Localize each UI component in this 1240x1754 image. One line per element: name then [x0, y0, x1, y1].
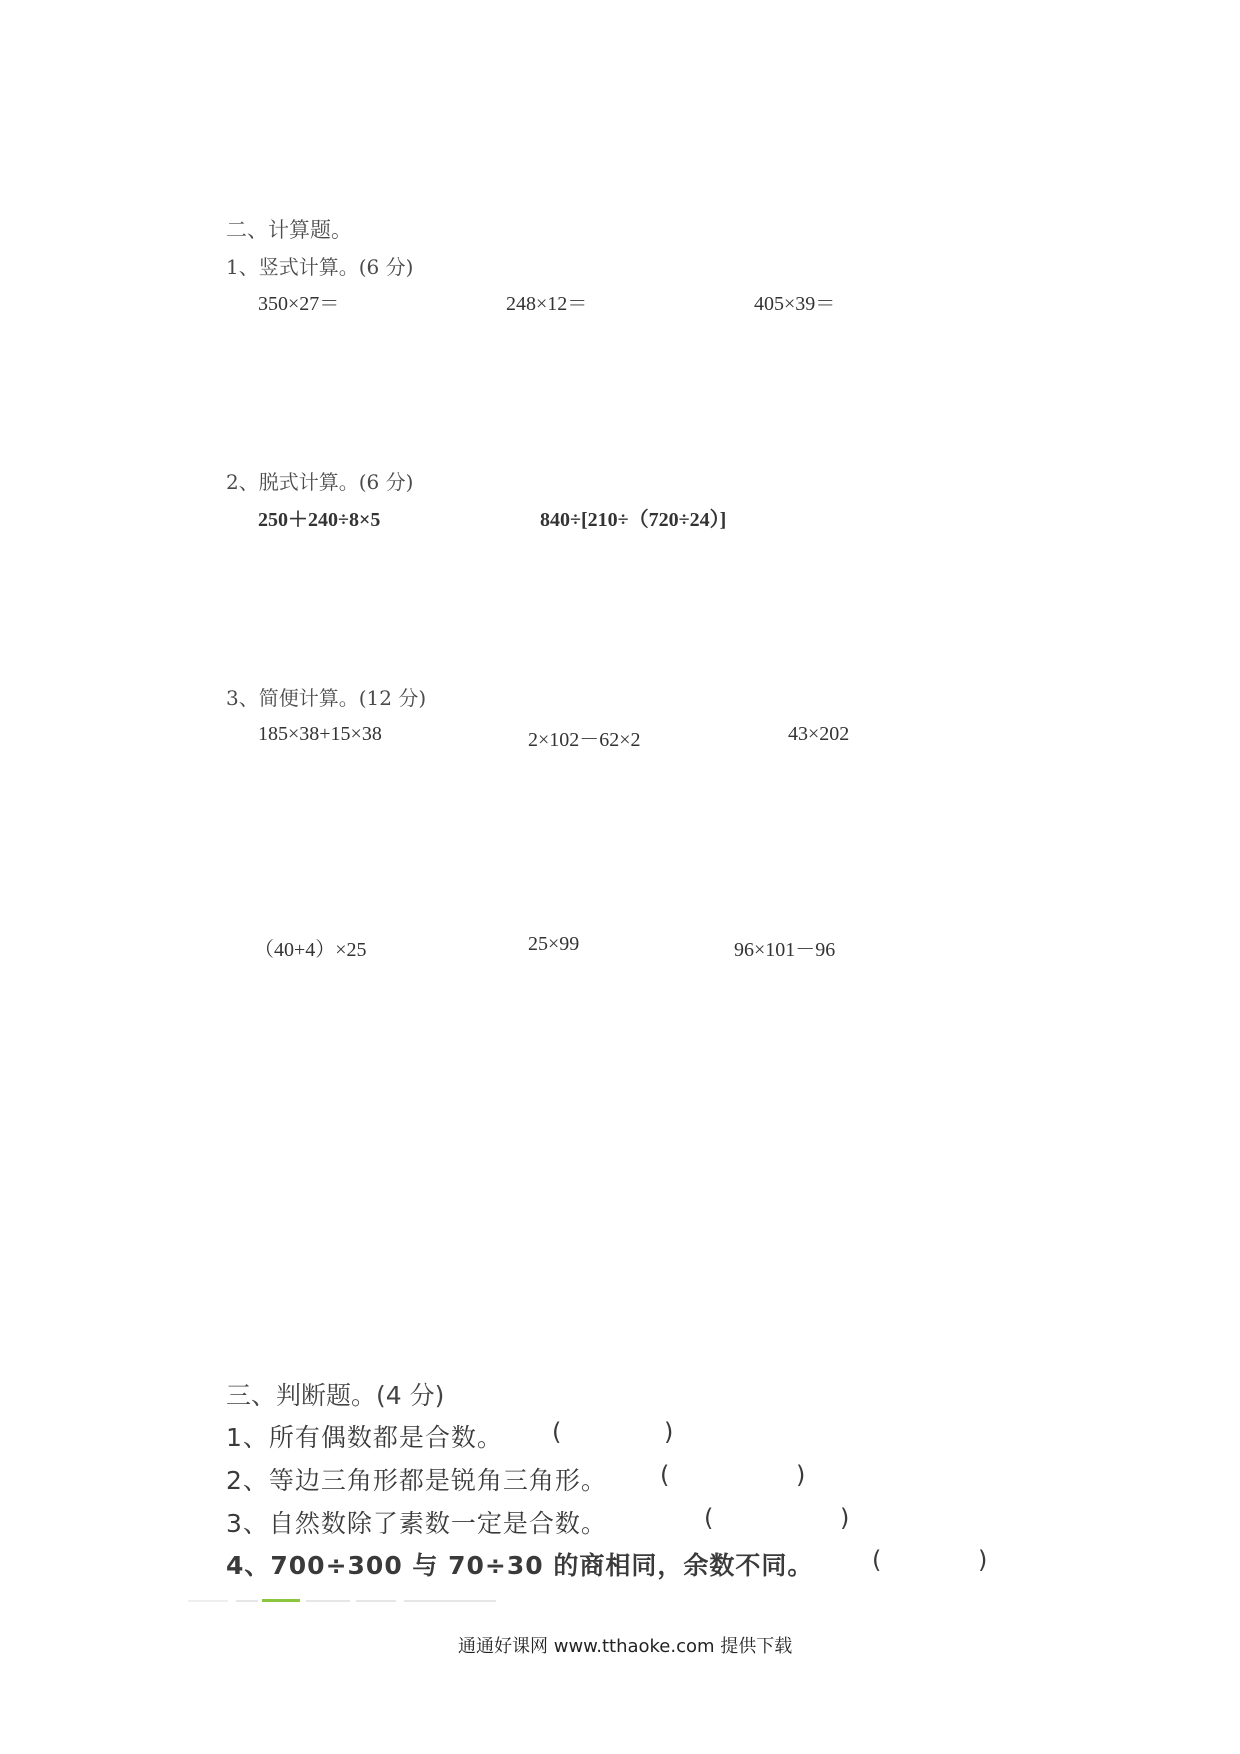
q3-expression-2: 2×102－62×2: [528, 729, 641, 751]
q1-expression-3: 405×39＝: [754, 293, 836, 315]
q1-expression-2: 248×12＝: [506, 293, 588, 315]
answer-paren-close-3: ): [840, 1504, 850, 1532]
judge-item-1: 1、所有偶数都是合数。: [226, 1423, 503, 1452]
answer-paren-open-1: (: [552, 1418, 562, 1446]
q3-expression-5: 25×99: [528, 933, 580, 955]
judge-item-3: 3、自然数除了素数一定是合数。: [226, 1509, 607, 1538]
q3-expression-3: 43×202: [788, 723, 850, 745]
footer-credit: 通通好课网 www.tthaoke.com 提供下载: [458, 1636, 793, 1657]
rule-fragment: [236, 1600, 258, 1602]
answer-paren-close-4: ): [978, 1546, 988, 1574]
judge-item-2: 2、等边三角形都是锐角三角形。: [226, 1466, 607, 1495]
answer-paren-open-2: (: [660, 1461, 670, 1489]
q1-expression-1: 350×27＝: [258, 293, 340, 315]
section-title-judgement: 三、判断题。(4 分): [226, 1381, 445, 1410]
rule-fragment: [356, 1600, 396, 1602]
q2-title: 2、脱式计算。(6 分): [226, 470, 414, 494]
q2-expression-1: 250＋240÷8×5: [258, 509, 381, 531]
judge-item-4: 4、700÷300 与 70÷30 的商相同，余数不同。: [226, 1551, 814, 1580]
answer-paren-open-3: (: [704, 1504, 714, 1532]
answer-paren-open-4: (: [872, 1546, 882, 1574]
q2-expression-2: 840÷[210÷（720÷24）]: [540, 509, 727, 531]
rule-fragment: [306, 1600, 350, 1602]
rule-accent-green: [262, 1599, 300, 1602]
rule-fragment: [404, 1600, 496, 1602]
q3-expression-6: 96×101－96: [734, 939, 836, 961]
answer-paren-close-1: ): [664, 1418, 674, 1446]
q3-expression-1: 185×38+15×38: [258, 723, 382, 745]
q3-title: 3、简便计算。(12 分): [226, 686, 427, 710]
section-title-calculation: 二、计算题。: [226, 218, 352, 242]
q3-expression-4: （40+4）×25: [254, 939, 367, 961]
answer-paren-close-2: ): [796, 1461, 806, 1489]
q1-title: 1、竖式计算。(6 分): [226, 255, 414, 279]
rule-fragment: [188, 1600, 228, 1602]
